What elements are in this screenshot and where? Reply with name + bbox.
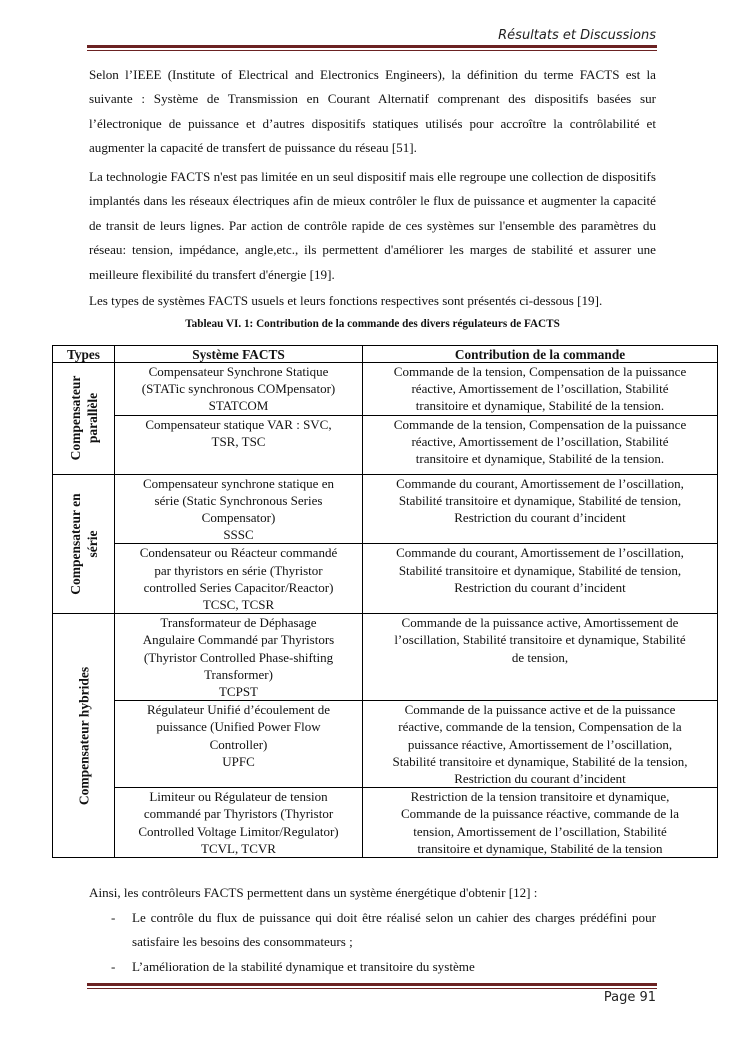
- group-label-line: Compensateur en: [67, 493, 83, 595]
- cell-line: Stabilité transitoire et dynamique, Stabilité de tension,: [398, 562, 682, 578]
- cell-line: Limiteur ou Régulateur de tension: [149, 789, 328, 805]
- cell-line: réactive, Amortissement de l’oscillation, Stabilité: [411, 381, 669, 397]
- group-label-series: [53, 474, 115, 614]
- contribution-cell: [363, 614, 718, 701]
- cell-line: TCPST: [218, 684, 258, 700]
- page-number: Page 91: [603, 990, 656, 1005]
- header-contribution: Contribution de la commande: [363, 346, 718, 363]
- cell-line: Restriction de la tension transitoire et dynamique,: [410, 789, 670, 805]
- cell-line: TCVL, TCVR: [201, 840, 276, 856]
- footer-rule: [87, 983, 657, 986]
- contribution-cell: [363, 474, 718, 544]
- header-rule-thin: [87, 50, 657, 51]
- table-header-row: [53, 346, 718, 363]
- contribution-cell: [363, 544, 718, 614]
- cell-line: Restriction du courant d’incident: [454, 771, 626, 787]
- group-label-parallel: [53, 363, 115, 475]
- cell-line: (STATic synchronous COMpensator): [141, 381, 336, 397]
- group-label-line: Compensateur hybrides: [76, 666, 91, 805]
- running-header-title: Résultats et Discussions: [498, 28, 656, 43]
- list-item-text: Le contrôle du flux de puissance qui doit être réalisé selon un cahier des charges prédéfini pour satisfaire les besoins des consommateurs ;: [132, 910, 656, 950]
- table-row: [53, 415, 718, 474]
- list-item: [89, 955, 656, 979]
- header-types: Types: [53, 346, 115, 363]
- cell-line: Transformer): [204, 666, 273, 682]
- cell-line: transitoire et dynamique, Stabilité de la tension: [417, 840, 663, 856]
- cell-line: Controller): [209, 736, 268, 752]
- group-label-line: série: [84, 530, 100, 558]
- system-cell: [115, 788, 363, 858]
- cell-line: Angulaire Commandé par Thyristors: [142, 632, 335, 648]
- list-item: [89, 906, 656, 955]
- cell-line: l’oscillation, Stabilité transitoire et dynamique, Stabilité: [394, 632, 686, 648]
- system-cell: [115, 415, 363, 474]
- cell-line: puissance réactive, Amortissement de l’oscillation,: [407, 736, 673, 752]
- benefits-list: [89, 906, 656, 979]
- cell-line: Restriction du courant d’incident: [454, 579, 626, 595]
- cell-line: Commande du courant, Amortissement de l’oscillation,: [396, 545, 684, 561]
- table-row: [53, 701, 718, 788]
- group-label-line: Compensateur: [67, 375, 83, 461]
- cell-line: Régulateur Unifié d’écoulement de: [146, 702, 330, 718]
- cell-line: SSSC: [223, 527, 254, 543]
- cell-line: Compensateur statique VAR : SVC,: [145, 416, 332, 432]
- footer-rule-thin: [87, 988, 657, 989]
- cell-line: commandé par Thyristors (Thyristor: [143, 806, 334, 822]
- cell-line: Stabilité transitoire et dynamique, Stabilité de la tension,: [392, 753, 688, 769]
- cell-line: Restriction du courant d’incident: [454, 510, 626, 526]
- table-row: [53, 363, 718, 416]
- system-cell: [115, 474, 363, 544]
- cell-line: Commande de la puissance réactive, commande de la: [401, 806, 679, 822]
- table-row: [53, 474, 718, 544]
- cell-line: tension, Amortissement de l’oscillation, Stabilité: [413, 823, 667, 839]
- cell-line: Commande de la puissance active, Amortissement de: [401, 615, 679, 631]
- header-rule: [87, 45, 657, 48]
- cell-line: série (Static Synchronous Series: [154, 492, 323, 508]
- contribution-cell: [363, 415, 718, 474]
- cell-line: controlled Series Capacitor/Reactor): [143, 579, 334, 595]
- table-row: [53, 544, 718, 614]
- cell-line: Commande de la puissance active et de la puissance: [404, 702, 676, 718]
- facts-table: [52, 345, 718, 858]
- cell-line: STATCOM: [208, 398, 269, 414]
- cell-line: réactive, commande de la tension, Compensation de la: [398, 719, 682, 735]
- contribution-cell: [363, 788, 718, 858]
- cell-line: Compensateur Synchrone Statique: [148, 364, 329, 379]
- group-label-hybrid: [53, 614, 115, 858]
- cell-line: Stabilité transitoire et dynamique, Stabilité de tension,: [398, 492, 682, 508]
- cell-line: réactive, Amortissement de l’oscillation, Stabilité: [411, 433, 669, 449]
- dash-bullet-icon: -: [111, 910, 116, 925]
- paragraph-ieee-definition: Selon l’IEEE (Institute of Electrical and Electronics Engineers), la définition du terme FACTS est la suivante : Système de Transmission en Courant Alternatif comprenant des dispositifs basées sur l’électronique de puissance et d’autres dispositifs statiques utilisés pour accroître la contrôlabilité et augmenter la capacité de transfert de puissance du réseau [51].: [89, 67, 656, 156]
- table-row: [53, 614, 718, 701]
- cell-line: (Thyristor Controlled Phase-shifting: [143, 649, 334, 665]
- cell-line: de tension,: [511, 649, 569, 665]
- cell-line: transitoire et dynamique, Stabilité de la tension.: [415, 451, 665, 467]
- dash-bullet-icon: -: [111, 958, 116, 974]
- system-cell: [115, 544, 363, 614]
- system-cell: [115, 614, 363, 701]
- table-row: [53, 788, 718, 858]
- contribution-cell: [363, 363, 718, 416]
- system-cell: [115, 701, 363, 788]
- cell-line: transitoire et dynamique, Stabilité de la tension.: [415, 398, 665, 414]
- paragraph-facts-technology: La technologie FACTS n'est pas limitée en un seul dispositif mais elle regroupe une collection de dispositifs implantés dans les réseaux électriques afin de mieux contrôler le flux de puissance et augmenter la capacité de transit de leurs lignes. Par action de contrôle rapide de ces systèmes sur l'ensemble des paramètres du réseau: tension, impédance, angle,etc., ils permettent d'améliorer les marges de stabilité et assurer une meilleure flexibilité du transfert d'énergie [19].: [89, 169, 656, 282]
- cell-line: Transformateur de Déphasage: [160, 615, 317, 631]
- paragraph-facts-benefits-intro: Ainsi, les contrôleurs FACTS permettent dans un système énergétique d'obtenir [12] :: [89, 885, 538, 900]
- cell-line: TSR, TSC: [211, 433, 266, 449]
- list-item-text: L’amélioration de la stabilité dynamique et transitoire du système: [132, 958, 475, 974]
- cell-line: Compensator): [201, 510, 276, 526]
- cell-line: Condensateur ou Réacteur commandé: [139, 545, 338, 561]
- system-cell: [115, 363, 363, 416]
- cell-line: Commande de la tension, Compensation de la puissance: [393, 416, 687, 432]
- cell-line: Commande de la tension, Compensation de la puissance: [393, 364, 687, 379]
- cell-line: Compensateur synchrone statique en: [143, 475, 334, 491]
- cell-line: Commande du courant, Amortissement de l’oscillation,: [396, 475, 684, 491]
- cell-line: UPFC: [222, 753, 255, 769]
- cell-line: TCSC, TCSR: [202, 597, 275, 613]
- cell-line: puissance (Unified Power Flow: [156, 719, 321, 735]
- header-system: Système FACTS: [115, 346, 363, 363]
- table-caption: Tableau VI. 1: Contribution de la commande des divers régulateurs de FACTS: [185, 318, 560, 330]
- contribution-cell: [363, 701, 718, 788]
- cell-line: par thyristors en série (Thyristor: [154, 562, 323, 578]
- group-label-line: parallèle: [84, 393, 100, 444]
- cell-line: Controlled Voltage Limitor/Regulator): [138, 823, 339, 839]
- paragraph-facts-types-intro: Les types de systèmes FACTS usuels et leurs fonctions respectives sont présentés ci-dessous [19].: [89, 293, 603, 308]
